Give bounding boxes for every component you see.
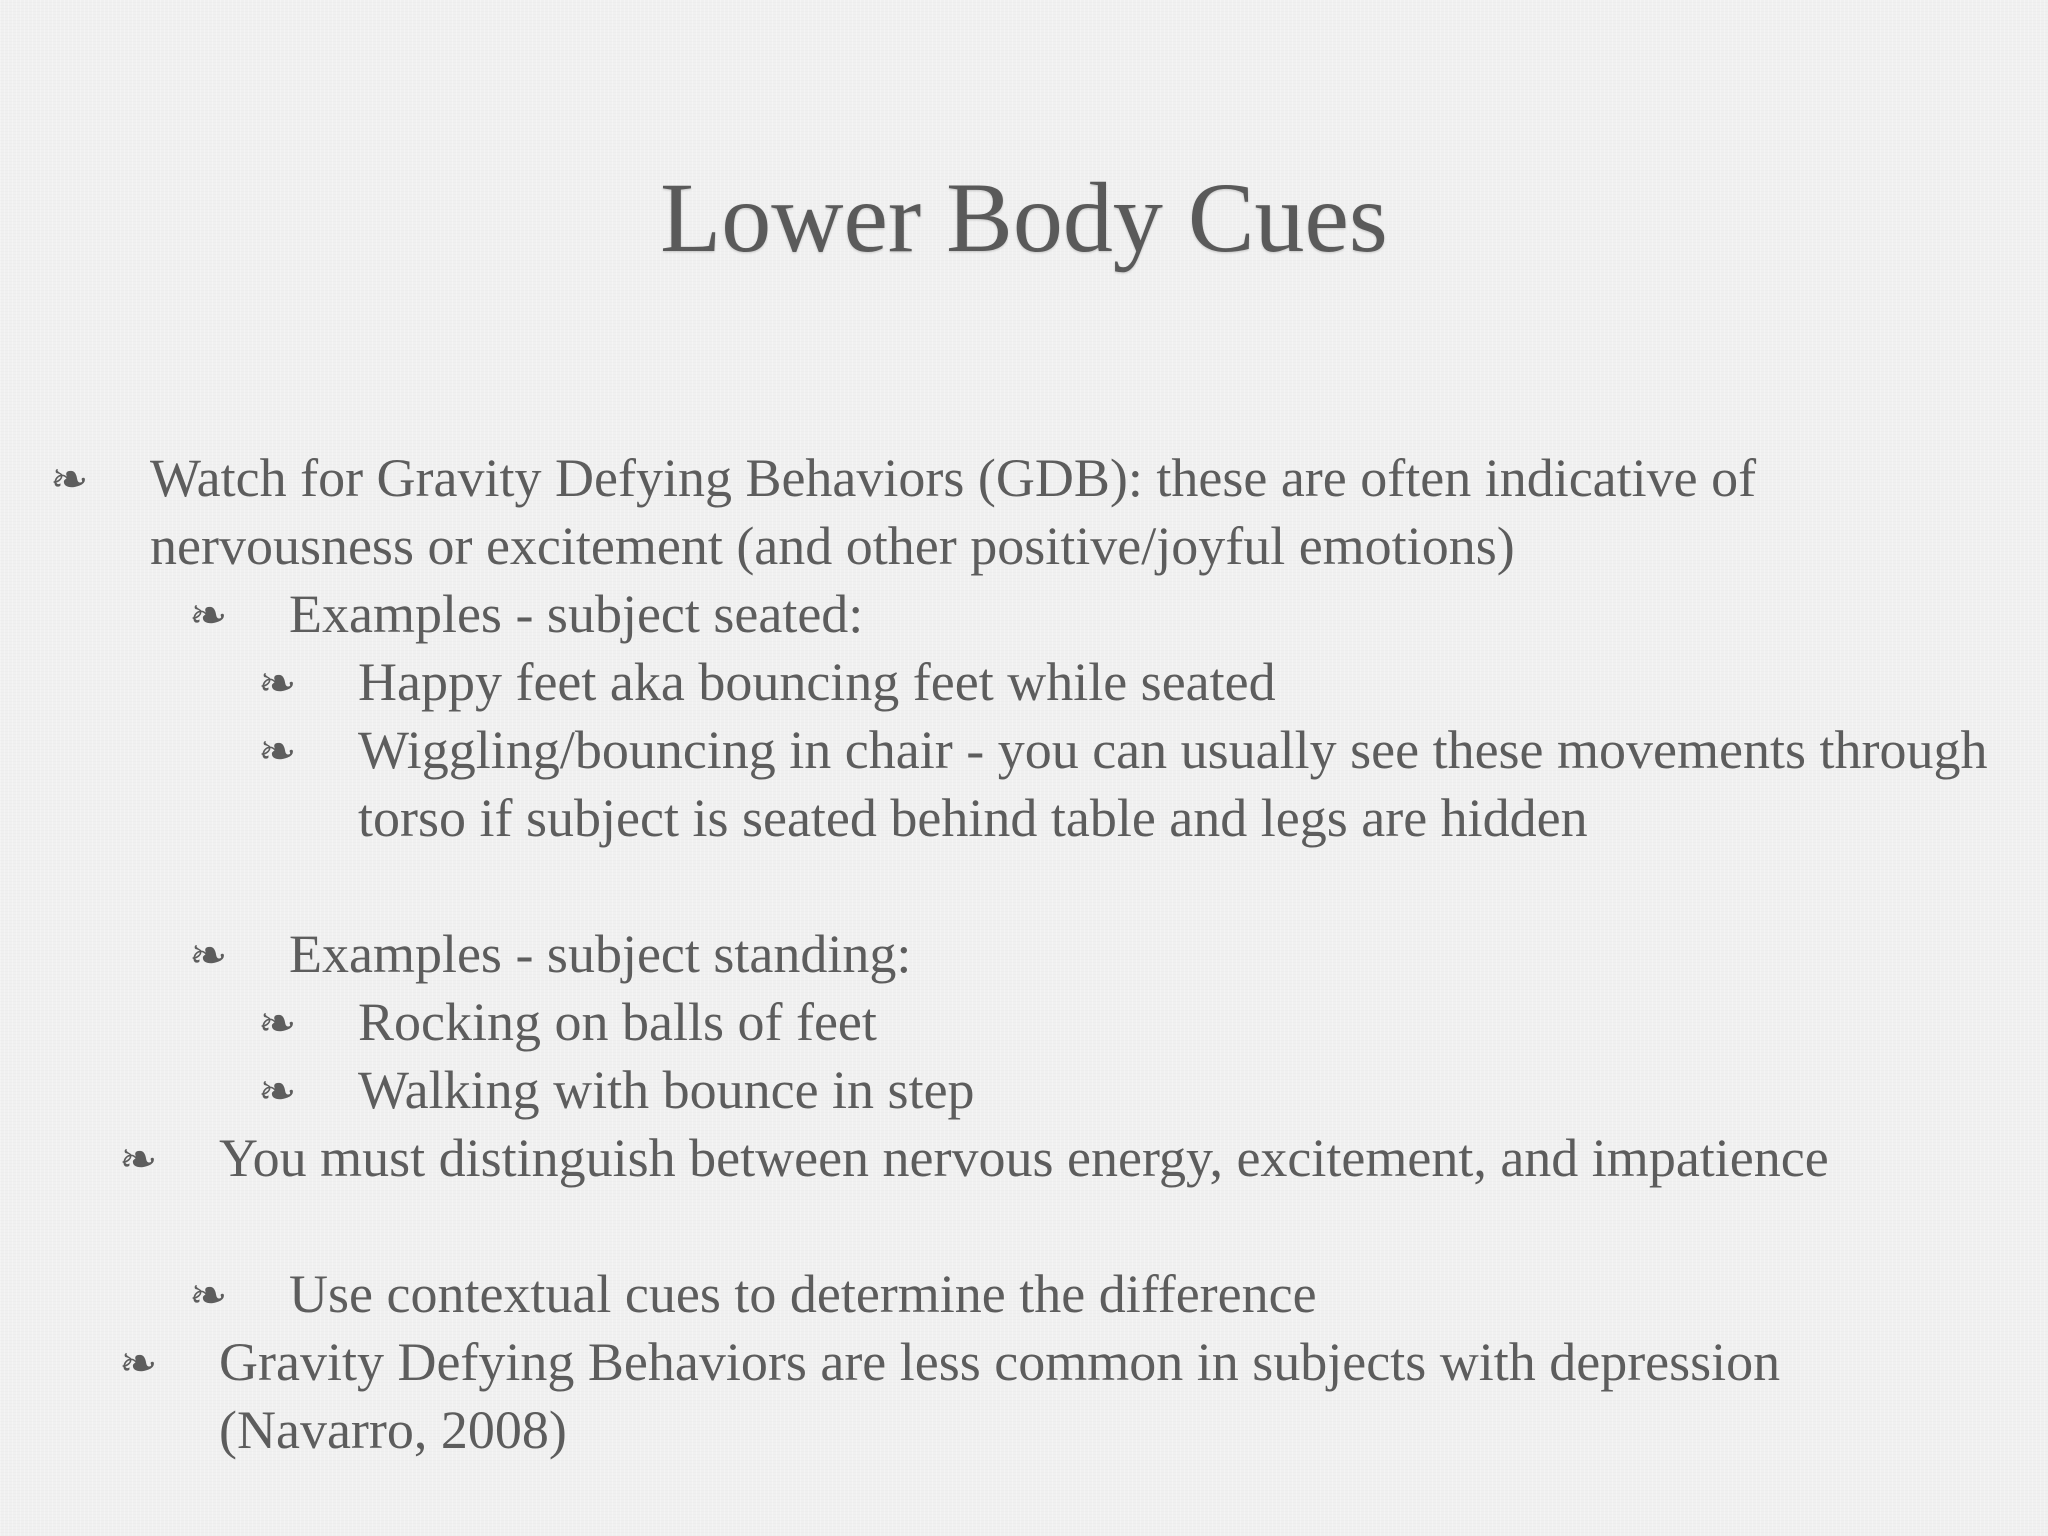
bullet-text: Watch for Gravity Defying Behaviors (GDB): these are often indicative of nervousness or excitement (and other positive/joyful emotions) — [150, 448, 1757, 576]
fleuron-bullet-icon: ❧ — [189, 1270, 228, 1321]
fleuron-bullet-icon: ❧ — [258, 658, 297, 709]
bullet-text: Use contextual cues to determine the difference — [289, 1264, 1317, 1324]
fleuron-bullet-icon: ❧ — [258, 726, 297, 777]
bullet-text: Rocking on balls of feet — [358, 992, 877, 1052]
fleuron-bullet-icon: ❧ — [258, 1066, 297, 1117]
bullet-text: Examples - subject standing: — [289, 924, 912, 984]
bullet-item — [119, 1124, 1859, 1192]
bullet-text: Walking with bounce in step — [358, 1060, 975, 1120]
bullet-item — [258, 988, 1998, 1056]
bullet-text: You must distinguish between nervous energy, excitement, and impatience — [219, 1128, 1829, 1188]
bullet-item — [189, 920, 1989, 988]
bullet-text: Wiggling/bouncing in chair - you can usually see these movements through torso if subject is seated behind table and legs are hidden — [358, 720, 1988, 848]
bullet-item — [50, 444, 1990, 580]
bullet-text: Happy feet aka bouncing feet while seated — [358, 652, 1276, 712]
bullet-item — [258, 648, 1998, 716]
slide-title: Lower Body Cues — [660, 162, 1388, 273]
fleuron-bullet-icon: ❧ — [119, 1338, 158, 1389]
fleuron-bullet-icon: ❧ — [189, 590, 228, 641]
fleuron-bullet-icon: ❧ — [189, 930, 228, 981]
fleuron-bullet-icon: ❧ — [50, 454, 89, 505]
bullet-item — [189, 580, 1989, 648]
fleuron-bullet-icon: ❧ — [258, 998, 297, 1049]
bullet-text: Gravity Defying Behaviors are less common in subjects with depression (Navarro, 2008) — [219, 1332, 1781, 1460]
bullet-item — [119, 1328, 1859, 1464]
bullet-item — [189, 1260, 1989, 1328]
bullet-item — [258, 716, 1998, 852]
fleuron-bullet-icon: ❧ — [119, 1134, 158, 1185]
bullet-item — [258, 1056, 1998, 1124]
bullet-text: Examples - subject seated: — [289, 584, 864, 644]
